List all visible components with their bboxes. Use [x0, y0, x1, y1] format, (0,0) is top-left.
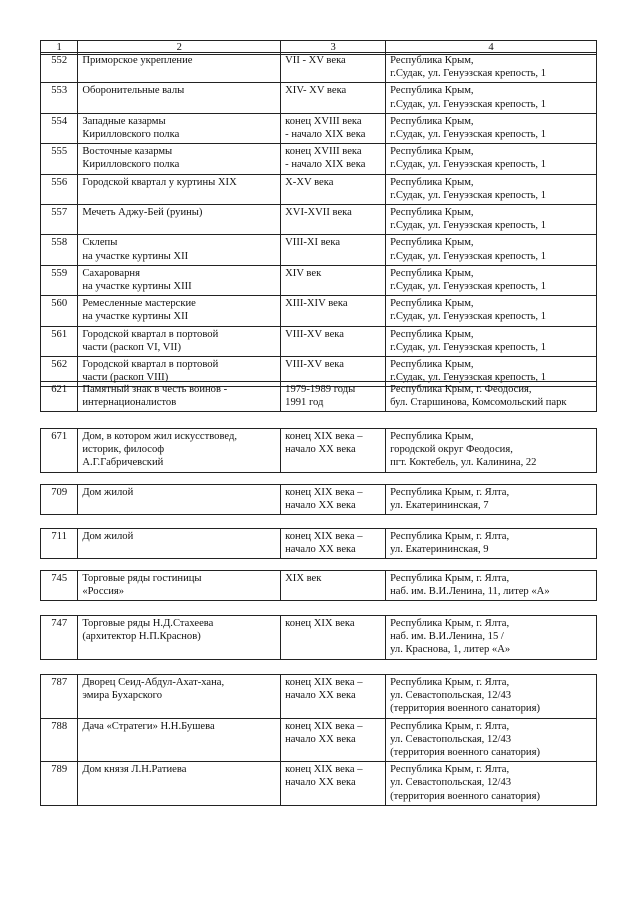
object-name-line: Памятный знак в честь воинов -: [82, 384, 228, 395]
table-row: [41, 429, 597, 473]
object-name: [78, 296, 281, 326]
object-period-line: - начало XIX века: [285, 129, 366, 141]
object-period-line: - начало XIX века: [285, 159, 366, 171]
row-number: 745: [41, 571, 78, 601]
object-name-line: Западные казармы: [82, 115, 166, 127]
object-address-line: Республика Крым,: [390, 85, 474, 97]
object-name: [78, 616, 281, 660]
object-address: [386, 326, 597, 356]
object-address: [386, 265, 597, 295]
object-name-line: (архитектор Н.П.Краснов): [82, 631, 201, 643]
object-period: [281, 174, 386, 204]
object-name: [78, 174, 281, 204]
object-address-line: г.Судак, ул. Генуэзская крепость, 1: [390, 98, 547, 110]
object-period-line: конец XIX века –: [285, 720, 363, 732]
object-name: [78, 571, 281, 601]
object-address-line: г.Судак, ул. Генуэзская крепость, 1: [390, 220, 547, 232]
table-block: [40, 484, 597, 515]
table-row: [41, 485, 597, 515]
object-address-line: ул. Севастопольская, 12/43: [390, 690, 512, 702]
object-address-line: ул. Екатерининская, 9: [390, 544, 489, 556]
row-number: 559: [41, 265, 78, 295]
object-name-line: части (раскоп VI, VII): [82, 341, 181, 353]
object-period: [281, 326, 386, 356]
table-row: [41, 83, 597, 113]
object-name: [78, 205, 281, 235]
object-name-line: на участке куртины XII: [82, 311, 189, 323]
object-address: [386, 174, 597, 204]
object-period-line: VIII-XI века: [285, 237, 341, 249]
object-period-line: конец XIX века –: [285, 764, 363, 776]
row-number: 555: [41, 144, 78, 174]
object-name: [78, 675, 281, 719]
table-row: [41, 205, 597, 235]
object-name: [78, 235, 281, 265]
object-period-line: конец XIX века –: [285, 677, 363, 688]
object-period-line: конец XIX века –: [285, 431, 363, 442]
table-block: [40, 381, 597, 412]
table-block: [40, 428, 597, 473]
row-number: 709: [41, 485, 78, 515]
object-address-line: (территория военного санатория): [390, 790, 540, 802]
object-address: [386, 762, 597, 806]
object-name-line: Сахароварня: [82, 267, 140, 279]
object-period-line: 1979-1989 годы: [285, 384, 356, 395]
object-name: [78, 144, 281, 174]
table-row: [41, 529, 597, 559]
object-name-line: части (раскоп VIII): [82, 372, 169, 384]
row-number: 787: [41, 675, 78, 719]
object-address-line: Республика Крым, г. Ялта,: [390, 573, 510, 584]
row-number: 557: [41, 205, 78, 235]
object-name: [78, 429, 281, 473]
object-name-line: Дворец Сеид-Абдул-Ахат-хана,: [82, 677, 225, 688]
object-name: [78, 529, 281, 559]
object-name-line: на участке куртины XIII: [82, 281, 192, 293]
object-name-line: историк, философ: [82, 444, 165, 456]
object-name-line: Склепы: [82, 237, 118, 249]
object-name: [78, 83, 281, 113]
object-address-line: Республика Крым,: [390, 359, 474, 371]
object-period-line: X-XV века: [285, 176, 334, 188]
object-name: [78, 326, 281, 356]
table-row: [41, 675, 597, 719]
object-period-line: XIII-XIV века: [285, 298, 348, 310]
object-period: [281, 53, 386, 83]
table-row: [41, 616, 597, 660]
object-name-line: эмира Бухарского: [82, 690, 163, 702]
object-address-line: г.Судак, ул. Генуэзская крепость, 1: [390, 281, 547, 293]
object-period-line: начало XX века: [285, 544, 356, 556]
object-address-line: Республика Крым,: [390, 298, 474, 310]
object-address: [386, 675, 597, 719]
table-row: [41, 53, 597, 83]
object-period: [281, 485, 386, 515]
table-row: [41, 718, 597, 762]
object-address-line: г.Судак, ул. Генуэзская крепость, 1: [390, 189, 547, 201]
object-period-line: конец XIX века –: [285, 487, 363, 498]
object-period-line: конец XIX века –: [285, 531, 363, 542]
object-address-line: г.Судак, ул. Генуэзская крепость, 1: [390, 372, 547, 384]
object-period: [281, 382, 386, 412]
object-period-line: VIII-XV века: [285, 328, 344, 340]
object-address-line: г.Судак, ул. Генуэзская крепость, 1: [390, 250, 547, 262]
row-number: 711: [41, 529, 78, 559]
object-period-line: начало XX века: [285, 690, 356, 702]
object-name-line: Приморское укрепление: [82, 55, 193, 66]
col-1-number: 1: [41, 41, 78, 55]
object-period: [281, 616, 386, 660]
object-name-line: Дом князя Л.Н.Ратиева: [82, 764, 187, 776]
object-address-line: Республика Крым, г. Ялта,: [390, 720, 510, 732]
object-period-line: XIX век: [285, 573, 322, 584]
object-name-line: Кирилловского полка: [82, 129, 180, 141]
object-address-line: наб. им. В.И.Ленина, 11, литер «А»: [390, 586, 550, 598]
object-period-line: начало XX века: [285, 733, 356, 745]
object-address-line: ул. Севастопольская, 12/43: [390, 733, 512, 745]
table-block: [40, 570, 597, 601]
table-row: [41, 382, 597, 412]
col-3-number: 3: [281, 41, 386, 55]
object-address: [386, 113, 597, 143]
object-period: [281, 529, 386, 559]
table-block: [40, 52, 597, 387]
object-name-line: Восточные казармы: [82, 146, 173, 158]
object-address-line: бул. Старшинова, Комсомольский парк: [390, 397, 567, 409]
object-period-line: конец XVIII века: [285, 115, 362, 127]
row-number: 554: [41, 113, 78, 143]
table-row: [41, 113, 597, 143]
row-number: 671: [41, 429, 78, 473]
object-address: [386, 83, 597, 113]
row-number: 556: [41, 174, 78, 204]
object-name-line: Ремесленные мастерские: [82, 298, 196, 310]
object-name-line: интернационалистов: [82, 397, 177, 409]
object-name: [78, 265, 281, 295]
object-name: [78, 53, 281, 83]
object-name: [78, 762, 281, 806]
table-row: [41, 235, 597, 265]
row-number: 747: [41, 616, 78, 660]
object-period-line: конец XVIII века: [285, 146, 362, 158]
object-address-line: Республика Крым, г. Ялта,: [390, 531, 510, 542]
object-address-line: г.Судак, ул. Генуэзская крепость, 1: [390, 129, 547, 141]
object-period: [281, 571, 386, 601]
row-number: 561: [41, 326, 78, 356]
object-period-line: XIV- XV века: [285, 85, 347, 97]
row-number: 560: [41, 296, 78, 326]
object-name-line: А.Г.Габричевский: [82, 457, 164, 469]
row-number: 788: [41, 718, 78, 762]
object-address-line: Республика Крым,: [390, 176, 474, 188]
table-row: [41, 326, 597, 356]
object-name-line: Городской квартал в портовой: [82, 359, 219, 371]
object-address: [386, 429, 597, 473]
table-block: [40, 674, 597, 806]
object-address-line: Республика Крым, г. Ялта,: [390, 618, 510, 629]
object-address-line: Республика Крым,: [390, 207, 474, 219]
object-name-line: на участке куртины XII: [82, 250, 189, 262]
object-address-line: (территория военного санатория): [390, 747, 540, 759]
table-block: [40, 615, 597, 660]
object-period-line: начало XX века: [285, 444, 356, 456]
object-period-line: начало XX века: [285, 500, 356, 512]
object-address-line: (территория военного санатория): [390, 703, 540, 715]
object-name: [78, 113, 281, 143]
object-address-line: городской округ Феодосия,: [390, 444, 513, 456]
object-address: [386, 296, 597, 326]
object-address-line: Республика Крым, г. Ялта,: [390, 487, 510, 498]
object-address: [386, 616, 597, 660]
object-address: [386, 485, 597, 515]
object-period: [281, 296, 386, 326]
object-name-line: Дом, в котором жил искусствовед,: [82, 431, 237, 442]
object-address-line: наб. им. В.И.Ленина, 15 /: [390, 631, 504, 643]
object-period-line: начало XX века: [285, 777, 356, 789]
object-period-line: VII - XV века: [285, 55, 346, 66]
row-number: 552: [41, 53, 78, 83]
object-address: [386, 718, 597, 762]
row-number: 558: [41, 235, 78, 265]
table-row: [41, 144, 597, 174]
object-name-line: Торговые ряды Н.Д.Стахеева: [82, 618, 214, 629]
object-name-line: Дача «Стратеги» Н.Н.Бушева: [82, 720, 215, 732]
object-address-line: Республика Крым,: [390, 115, 474, 127]
object-address-line: Республика Крым,: [390, 55, 474, 66]
table-row: [41, 174, 597, 204]
object-period-line: 1991 год: [285, 397, 324, 409]
row-number: 789: [41, 762, 78, 806]
object-period-line: XVI-XVII века: [285, 207, 352, 219]
object-period-line: XIV век: [285, 267, 322, 279]
col-4-number: 4: [386, 41, 597, 55]
object-period-line: конец XIX века: [285, 618, 355, 629]
table-row: [41, 296, 597, 326]
col-2-number: 2: [78, 41, 281, 55]
object-period: [281, 718, 386, 762]
object-address-line: ул. Севастопольская, 12/43: [390, 777, 512, 789]
object-address: [386, 382, 597, 412]
object-period: [281, 265, 386, 295]
table-row: [41, 265, 597, 295]
object-name-line: Городской квартал у куртины XIX: [82, 176, 237, 188]
object-name-line: Торговые ряды гостиницы: [82, 573, 202, 584]
object-address-line: Республика Крым, г. Ялта,: [390, 764, 510, 776]
object-name-line: Дом жилой: [82, 487, 134, 498]
object-period: [281, 144, 386, 174]
object-period: [281, 675, 386, 719]
object-name-line: Мечеть Аджу-Бей (руины): [82, 207, 203, 219]
row-number: 553: [41, 83, 78, 113]
object-address: [386, 529, 597, 559]
object-name: [78, 718, 281, 762]
row-number: 562: [41, 357, 78, 387]
object-period-line: VIII-XV века: [285, 359, 344, 371]
object-name-line: «Россия»: [82, 586, 125, 598]
table-block: [40, 528, 597, 559]
object-period: [281, 235, 386, 265]
table-row: [41, 762, 597, 806]
object-address: [386, 53, 597, 83]
object-address-line: Республика Крым,: [390, 267, 474, 279]
object-address-line: Республика Крым,: [390, 146, 474, 158]
table-row: [41, 571, 597, 601]
object-address-line: ул. Екатерининская, 7: [390, 500, 489, 512]
object-address: [386, 235, 597, 265]
object-address: [386, 205, 597, 235]
object-address-line: пгт. Коктебель, ул. Калинина, 22: [390, 457, 537, 469]
object-name-line: Дом жилой: [82, 531, 134, 542]
object-address-line: г.Судак, ул. Генуэзская крепость, 1: [390, 68, 547, 80]
object-period: [281, 113, 386, 143]
object-address-line: г.Судак, ул. Генуэзская крепость, 1: [390, 159, 547, 171]
object-address: [386, 144, 597, 174]
object-period: [281, 205, 386, 235]
object-address-line: г.Судак, ул. Генуэзская крепость, 1: [390, 341, 547, 353]
object-address-line: ул. Краснова, 1, литер «А»: [390, 644, 511, 656]
object-address-line: Республика Крым, г. Феодосия,: [390, 384, 532, 395]
object-period: [281, 762, 386, 806]
object-address-line: Республика Крым, г. Ялта,: [390, 677, 510, 688]
object-name-line: Городской квартал в портовой: [82, 328, 219, 340]
object-name-line: Оборонительные валы: [82, 85, 185, 97]
object-address-line: Республика Крым,: [390, 328, 474, 340]
object-period: [281, 429, 386, 473]
object-name: [78, 382, 281, 412]
object-address: [386, 571, 597, 601]
row-number: 621: [41, 382, 78, 412]
object-address-line: Республика Крым,: [390, 431, 474, 442]
object-name: [78, 485, 281, 515]
object-address-line: г.Судак, ул. Генуэзская крепость, 1: [390, 311, 547, 323]
object-period: [281, 83, 386, 113]
object-address-line: Республика Крым,: [390, 237, 474, 249]
object-name-line: Кирилловского полка: [82, 159, 180, 171]
